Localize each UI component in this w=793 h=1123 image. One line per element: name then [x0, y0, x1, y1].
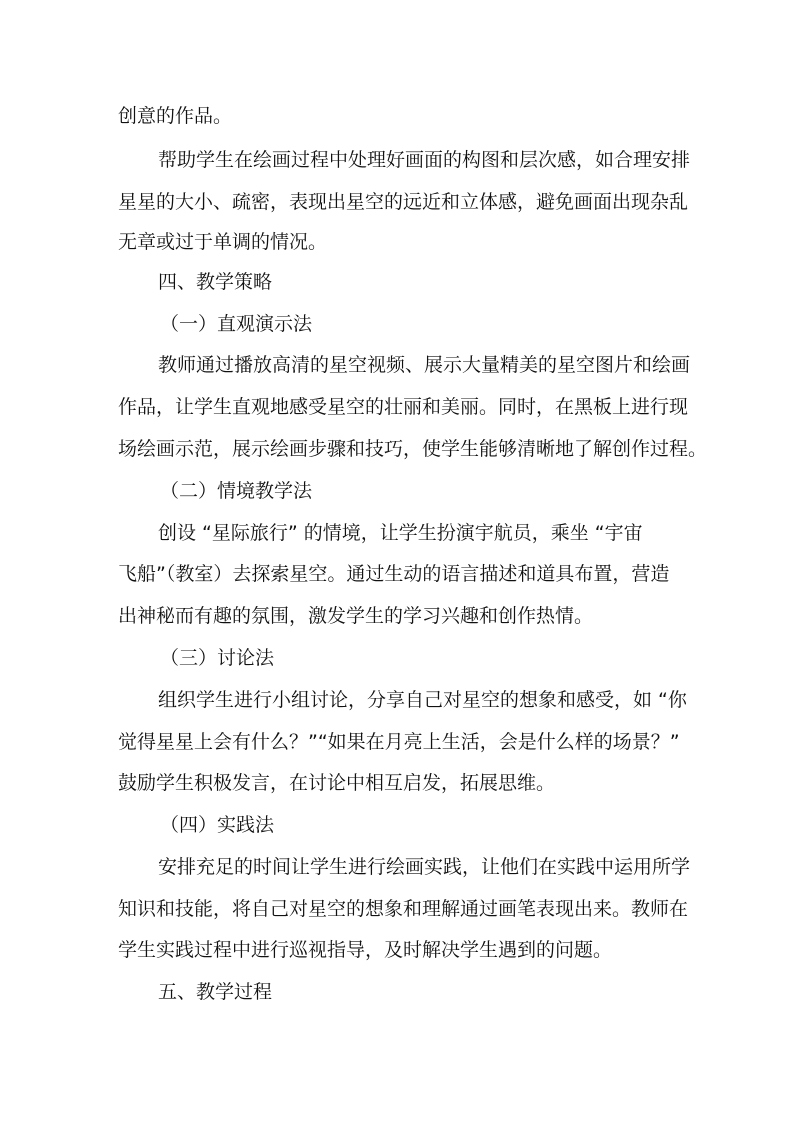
section-heading: 五、教学过程: [158, 981, 273, 1003]
text-line: 觉得星星上会有什么？”“如果在月亮上生活，会是什么样的场景？”: [118, 731, 680, 753]
paragraph-first-line: 安排充足的时间让学生进行绘画实践，让他们在实践中运用所学: [158, 856, 691, 878]
text-line: 学生实践过程中进行巡视指导，及时解决学生遇到的问题。: [118, 939, 613, 961]
paragraph-first-line: 帮助学生在绘画过程中处理好画面的构图和层次感，如合理安排: [158, 149, 691, 171]
text-line: 出神秘而有趣的氛围，激发学生的学习兴趣和创作热情。: [118, 605, 594, 627]
section-heading: 四、教学策略: [158, 271, 273, 293]
text-line: 创意的作品。: [118, 105, 233, 127]
subsection-heading: （三）讨论法: [160, 647, 275, 669]
text-line: 场绘画示范，展示绘画步骤和技巧，使学生能够清晰地了解创作过程。: [118, 438, 708, 460]
text-line: 知识和技能，将自己对星空的想象和理解通过画笔表现出来。教师在: [118, 898, 689, 920]
text-line: 无章或过于单调的情况。: [118, 231, 328, 253]
paragraph-first-line: 组织学生进行小组讨论，分享自己对星空的想象和感受，如 “你: [158, 689, 687, 711]
text-line: 星星的大小、疏密，表现出星空的远近和立体感，避免画面出现杂乱: [118, 191, 689, 213]
subsection-heading: （二）情境教学法: [160, 480, 313, 502]
subsection-heading: （四）实践法: [160, 814, 275, 836]
text-line: 作品，让学生直观地感受星空的壮丽和美丽。同时，在黑板上进行现: [118, 396, 689, 418]
text-line: 鼓励学生积极发言，在讨论中相互启发，拓展思维。: [118, 772, 556, 794]
paragraph-first-line: 创设 “星际旅行” 的情境，让学生扮演宇航员，乘坐 “宇宙: [158, 522, 643, 544]
text-line: 飞船”（教室）去探索星空。通过生动的语言描述和道具布置，营造: [118, 563, 670, 585]
paragraph-first-line: 教师通过播放高清的星空视频、展示大量精美的星空图片和绘画: [158, 354, 691, 376]
subsection-heading: （一）直观演示法: [160, 313, 313, 335]
